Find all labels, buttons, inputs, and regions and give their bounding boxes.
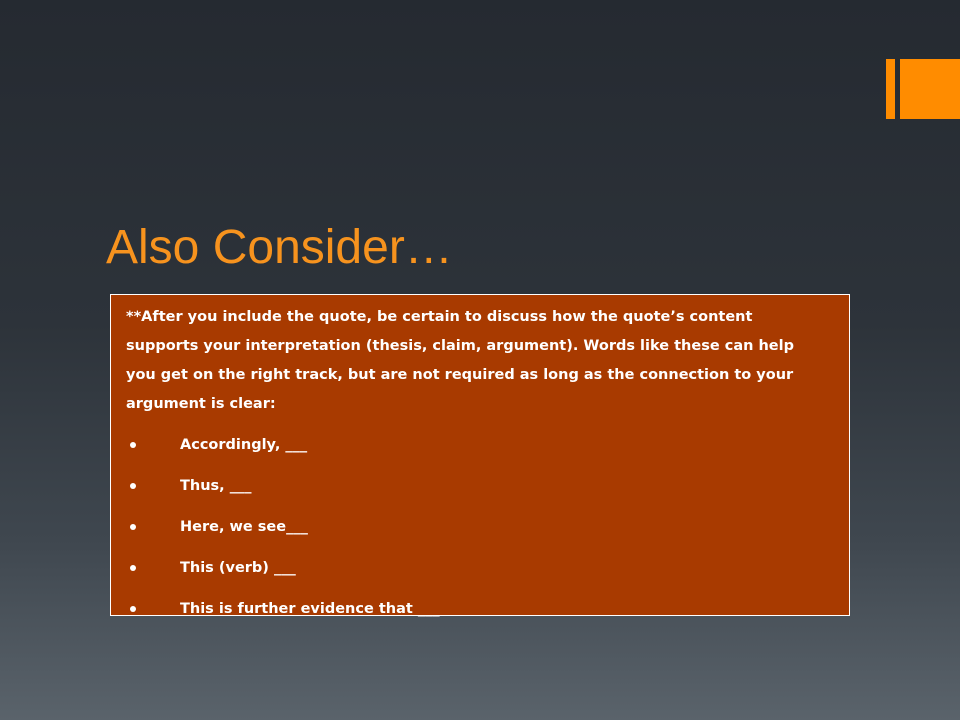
accent-block	[900, 59, 960, 119]
bullet-icon	[130, 606, 136, 612]
bullet-icon	[130, 442, 136, 448]
bullet-icon	[130, 524, 136, 530]
bullet-icon	[130, 565, 136, 571]
list-item	[126, 424, 827, 465]
list-item	[126, 547, 827, 588]
accent-bar-thin	[886, 59, 895, 119]
slide-title: Also Consider…	[106, 221, 453, 274]
bullet-text: This (verb) ___	[180, 559, 296, 576]
list-item	[126, 588, 827, 629]
list-item	[126, 465, 827, 506]
intro-text: **After you include the quote, be certain to discuss how the quote’s content supports your interpretation (thesis, claim, argument). Words like these can help you get on the right track, but are not required as long as the connection to your argument is clear:	[126, 309, 794, 412]
bullet-text: Accordingly, ___	[180, 436, 308, 453]
bullet-list	[126, 424, 827, 629]
bullet-text: This is further evidence that ___	[180, 600, 440, 617]
content-frame	[110, 294, 850, 616]
bullet-text: Here, we see___	[180, 518, 308, 535]
content-box	[113, 297, 847, 617]
bullet-icon	[130, 483, 136, 489]
bullet-text: Thus, ___	[180, 477, 252, 494]
list-item	[126, 506, 827, 547]
